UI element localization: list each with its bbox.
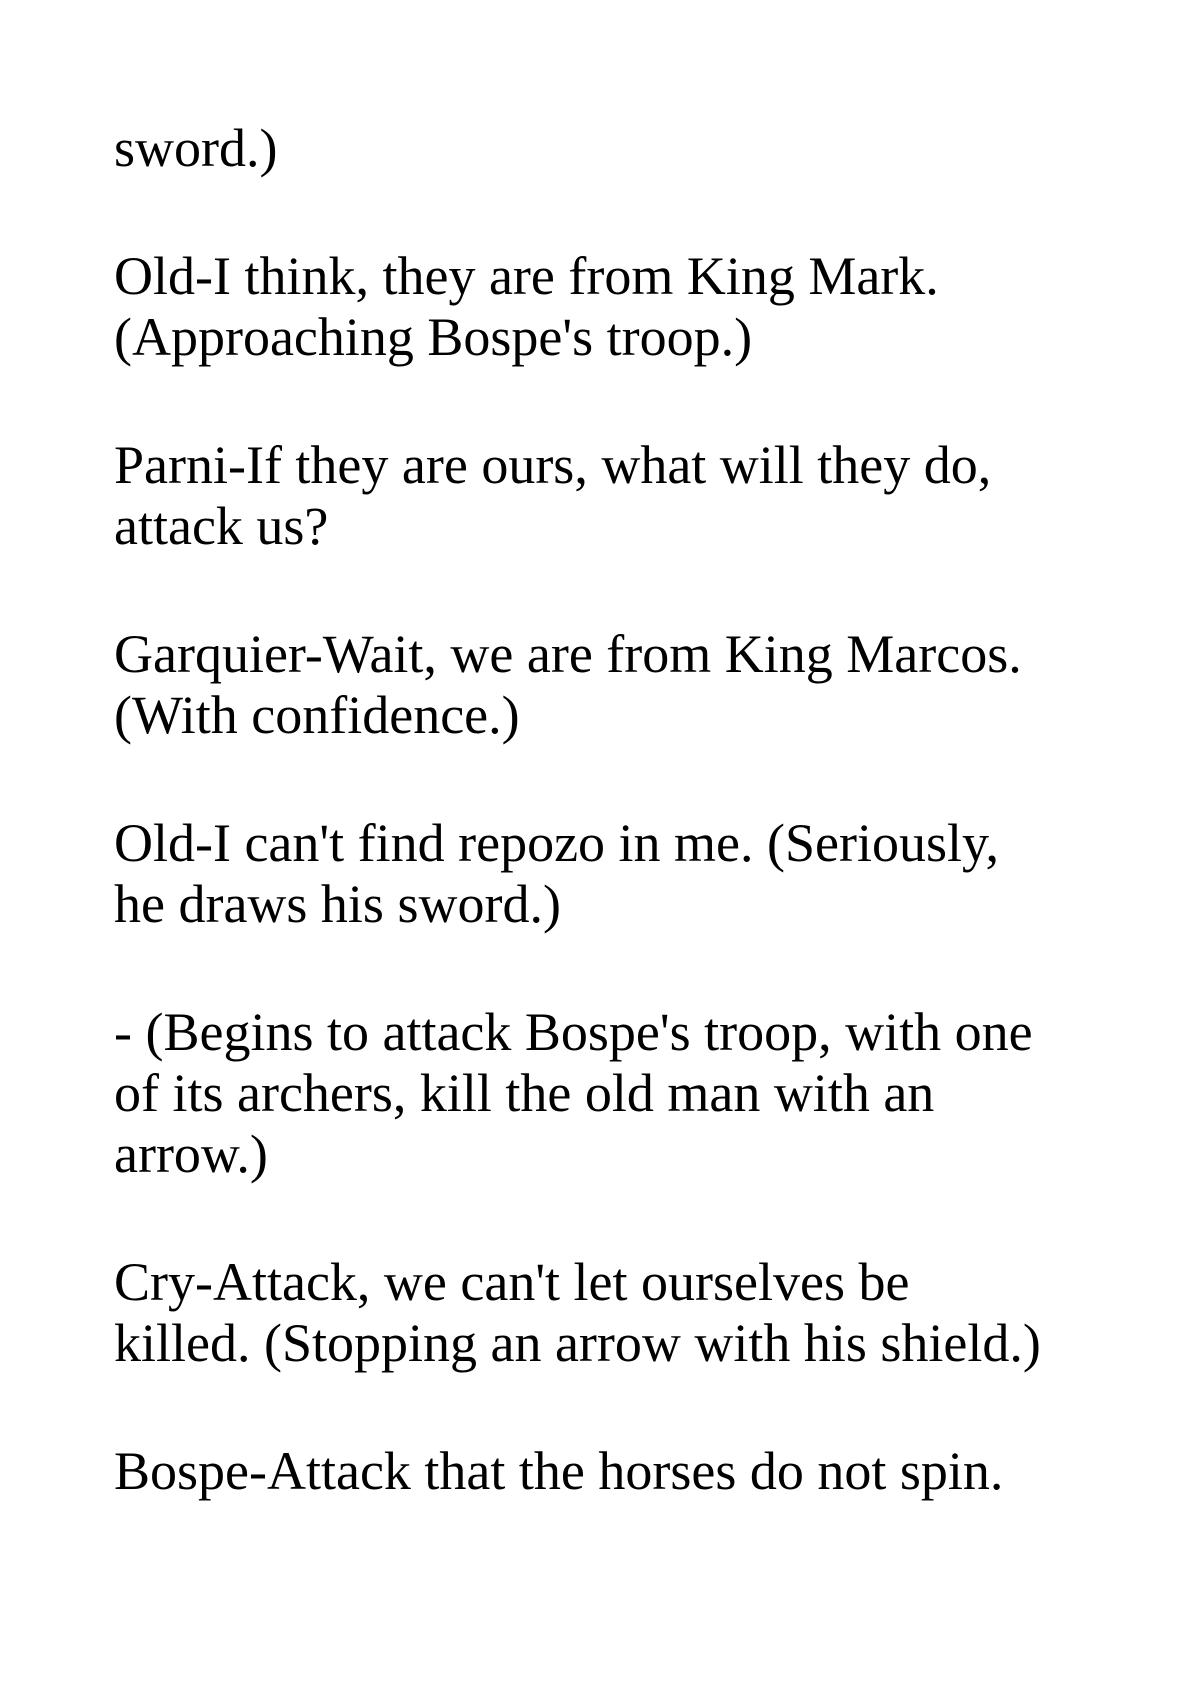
paragraph [114, 813, 1114, 935]
paragraph [114, 624, 1114, 746]
paragraph [114, 1252, 1114, 1374]
text-line: - (Begins to attack Bospe's troop, with one [114, 1002, 1033, 1062]
paragraph [114, 118, 1114, 179]
text-line: Cry-Attack, we can't let ourselves be [114, 1252, 910, 1312]
text-line: arrow.) [114, 1124, 268, 1184]
text-line: he draws his sword.) [114, 874, 561, 934]
text-line: Old-I think, they are from King Mark. [114, 246, 939, 306]
text-line: Old-I can't find repozo in me. (Seriously, [114, 813, 999, 873]
text-line: Bospe-Attack that the horses do not spin. [114, 1441, 1004, 1501]
paragraph [114, 1002, 1114, 1185]
text-line: Parni-If they are ours, what will they do, [114, 435, 992, 495]
paragraph [114, 435, 1114, 557]
text-line: of its archers, kill the old man with an [114, 1063, 935, 1123]
text-line: Garquier-Wait, we are from King Marcos. [114, 624, 1022, 684]
paragraph [114, 1441, 1114, 1502]
text-line: attack us? [114, 496, 329, 556]
text-line: (Approaching Bospe's troop.) [114, 307, 753, 367]
text-line: (With confidence.) [114, 685, 520, 745]
script-text [114, 118, 1114, 1569]
text-line: killed. (Stopping an arrow with his shield.) [114, 1313, 1041, 1373]
text-line: sword.) [114, 118, 278, 178]
paragraph [114, 246, 1114, 368]
